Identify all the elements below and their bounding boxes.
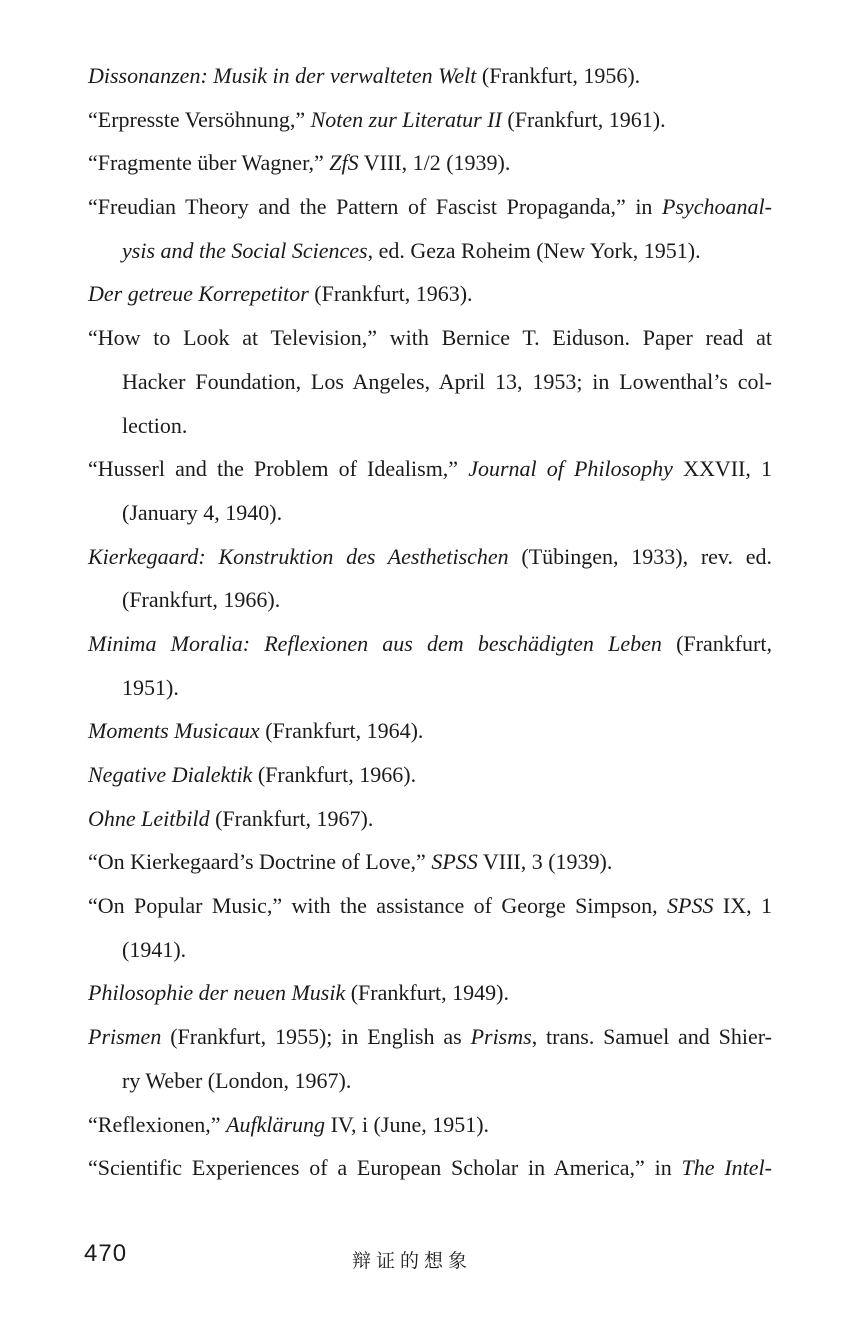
entry-line: [88, 622, 772, 666]
title-italic-text: Philosophie der neuen Musik: [88, 980, 346, 1006]
entry-line: [88, 1103, 772, 1147]
entry-line: [88, 360, 772, 404]
bibliography-entry: [88, 709, 772, 753]
bibliography-entry: [88, 141, 772, 185]
entry-line: [88, 884, 772, 928]
entry-line: [88, 666, 772, 710]
entry-text: (Frankfurt, 1961).: [501, 106, 666, 132]
entry-text: (Frankfurt, 1963).: [308, 281, 473, 307]
entry-text: VIII, 1/2 (1939).: [358, 150, 511, 176]
entry-text: Hacker Foundation, Los Angeles, April 13, 1953; in Lowenthal’s col-: [122, 368, 772, 394]
entry-line: [88, 1146, 772, 1190]
entry-line: [88, 447, 772, 491]
entry-text: 1951).: [122, 674, 179, 700]
entry-line: [88, 578, 772, 622]
entry-text: “Erpresste Versöhnung,”: [88, 106, 311, 132]
bibliography-entry: [88, 884, 772, 971]
title-italic-text: Psychoanal-: [662, 194, 772, 220]
entry-text: “Reflexionen,”: [88, 1111, 227, 1137]
bibliography-entry: [88, 622, 772, 709]
bibliography-entry: [88, 272, 772, 316]
entry-line: [88, 316, 772, 360]
bibliography-entry: [88, 840, 772, 884]
entry-line: [88, 185, 772, 229]
bibliography-entry: [88, 797, 772, 841]
entry-line: [88, 840, 772, 884]
entry-text: “Fragmente über Wagner,”: [88, 150, 330, 176]
bibliography-entry: [88, 971, 772, 1015]
title-italic-text: ZfS: [329, 150, 359, 176]
entry-text: “Freudian Theory and the Pattern of Fascist Propaganda,” in: [88, 194, 663, 220]
entry-text: (Frankfurt, 1955); in English as: [161, 1024, 471, 1050]
page-number: 470: [84, 1240, 128, 1267]
entry-text: lection.: [122, 412, 188, 438]
entry-line: [88, 928, 772, 972]
title-italic-text: Minima Moralia: Reflexionen aus dem beschädigten Leben: [88, 630, 662, 656]
entry-line: [88, 797, 772, 841]
entry-text: “On Popular Music,” with the assistance of George Simpson,: [88, 893, 668, 919]
entry-text: (Frankfurt, 1966).: [252, 762, 417, 787]
title-italic-text: Negative Dialektik: [88, 762, 253, 787]
entry-line: [88, 229, 772, 273]
title-italic-text: ysis and the Social Sciences: [122, 237, 368, 263]
entry-text: (1941).: [122, 936, 187, 962]
title-italic-text: Moments Musicaux: [88, 718, 260, 744]
bibliography-entry: [88, 1103, 772, 1147]
entry-line: [88, 709, 772, 753]
title-italic-text: Prisms: [470, 1024, 532, 1050]
bibliography-entry: [88, 535, 772, 622]
entry-line: [88, 1015, 772, 1059]
bibliography-entry: [88, 54, 772, 98]
title-italic-text: Der getreue Korrepetitor: [88, 281, 309, 307]
entry-text: ry Weber (London, 1967).: [122, 1067, 352, 1093]
title-italic-text: Prismen: [88, 1024, 162, 1050]
entry-text: “Husserl and the Problem of Idealism,”: [88, 456, 469, 482]
entry-line: [88, 404, 772, 448]
entry-text: (Frankfurt, 1956).: [476, 63, 641, 88]
title-italic-text: Ohne Leitbild: [88, 805, 210, 831]
entry-line: [88, 272, 772, 316]
bibliography-entry: [88, 753, 772, 797]
page-footer: [0, 1236, 843, 1276]
entry-line: [88, 971, 772, 1015]
title-italic-text: Noten zur Literatur II: [310, 106, 502, 132]
title-italic-text: SPSS: [667, 893, 714, 919]
entry-text: , trans. Samuel and Shier-: [531, 1024, 772, 1050]
entry-text: (Frankfurt, 1966).: [122, 587, 281, 613]
entry-text: , ed. Geza Roheim (New York, 1951).: [367, 237, 701, 263]
entry-line: [88, 1059, 772, 1103]
entry-text: XXVII, 1: [672, 456, 772, 482]
entry-text: (Frankfurt, 1964).: [259, 718, 424, 744]
entry-text: IX, 1: [713, 893, 772, 919]
entry-text: IV, i (June, 1951).: [325, 1111, 490, 1137]
title-italic-text: Kierkegaard: Konstruktion des Aesthetischen: [88, 543, 509, 569]
bibliography-entry: [88, 316, 772, 447]
title-italic-text: Dissonanzen: Musik in der verwalteten Welt: [88, 63, 477, 88]
title-italic-text: SPSS: [431, 849, 478, 875]
bibliography-entry: [88, 1015, 772, 1102]
bibliography-entry: [88, 447, 772, 534]
entry-line: [88, 98, 772, 142]
entry-line: [88, 753, 772, 797]
entry-text: “On Kierkegaard’s Doctrine of Love,”: [88, 849, 432, 875]
running-title: 辩证的想象: [352, 1250, 473, 1272]
bibliography-entry: [88, 185, 772, 272]
entry-text: (Frankfurt, 1967).: [209, 805, 374, 831]
entry-text: (Frankfurt, 1949).: [345, 980, 509, 1006]
entry-text: “Scientific Experiences of a European Scholar in America,” in: [88, 1155, 682, 1181]
bibliography-list: [88, 54, 772, 1190]
bibliography-entry: [88, 1146, 772, 1190]
bibliography-entry: [88, 98, 772, 142]
entry-text: (Frankfurt,: [661, 630, 772, 656]
title-italic-text: Journal of Philosophy: [468, 456, 673, 482]
entry-text: (Tübingen, 1933), rev. ed.: [508, 543, 772, 569]
title-italic-text: Aufklärung: [226, 1111, 326, 1137]
entry-text: (January 4, 1940).: [122, 499, 283, 525]
entry-line: [88, 141, 772, 185]
entry-line: [88, 54, 772, 98]
title-italic-text: The Intel-: [681, 1155, 772, 1181]
entry-text: VIII, 3 (1939).: [477, 849, 613, 875]
entry-line: [88, 535, 772, 579]
entry-text: “How to Look at Television,” with Bernice T. Eiduson. Paper read at: [88, 325, 772, 351]
entry-line: [88, 491, 772, 535]
